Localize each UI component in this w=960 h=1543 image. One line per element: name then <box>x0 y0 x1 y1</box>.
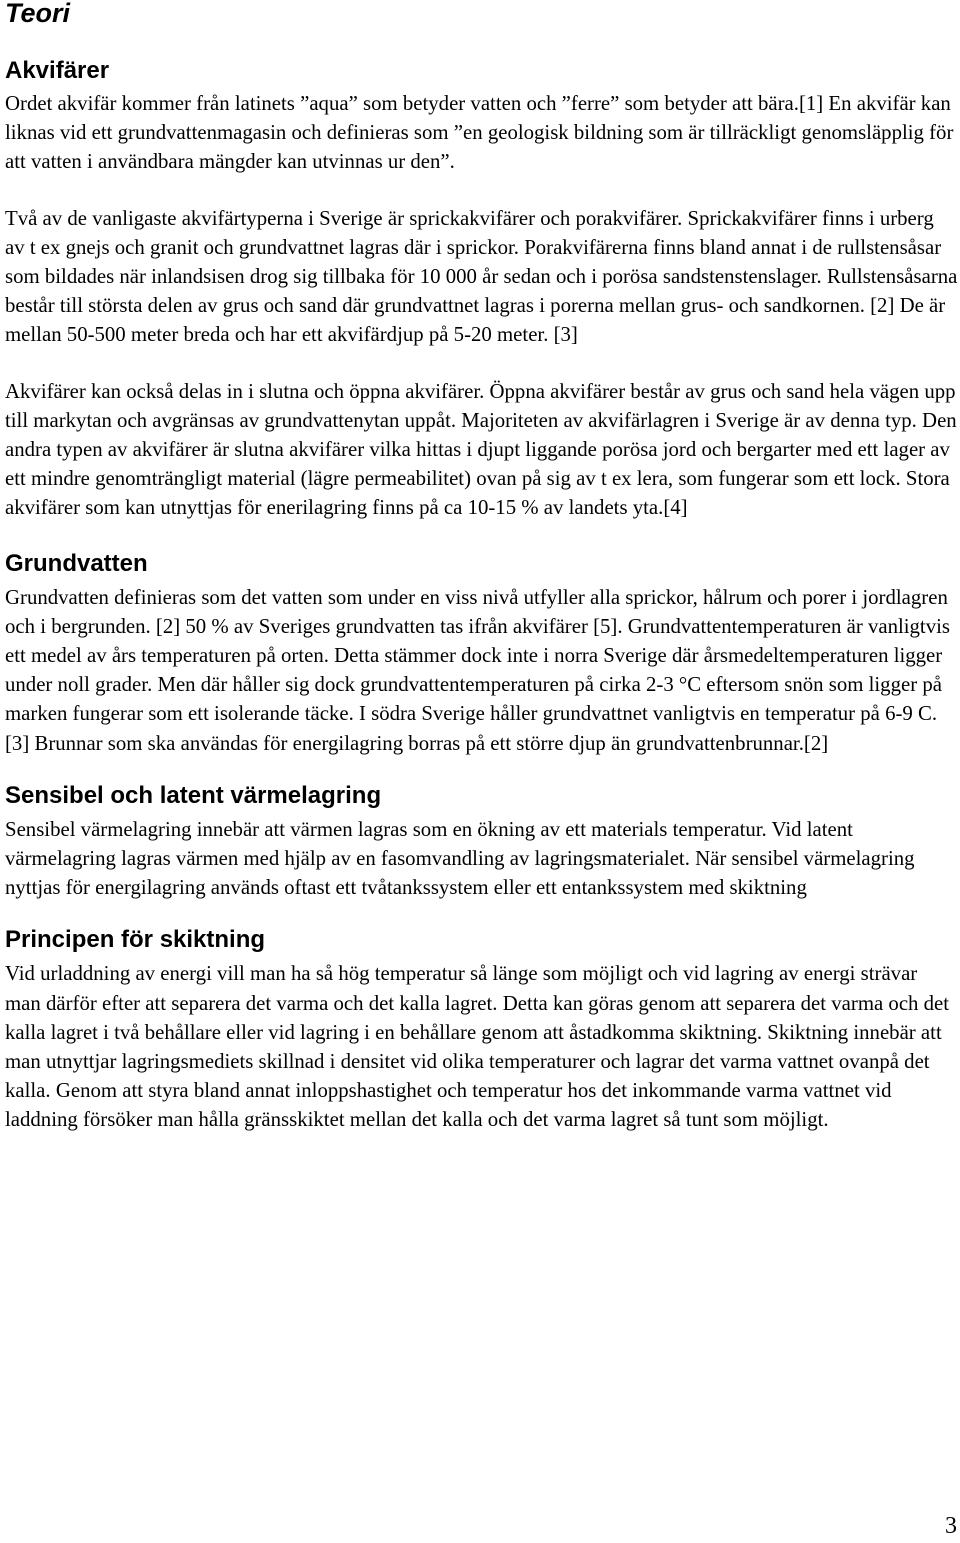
paragraph: Akvifärer kan också delas in i slutna och öppna akvifärer. Öppna akvifärer består av grus och sand hela vägen upp till markytan och avgränsas av grundvattenytan uppåt. Majoriteten av akvifärlagren i Sverige är av denna typ. Den andra typen av akvifärer är slutna akvifärer vilka hittas i djupt liggande porösa jord och bergarter med ett lager av ett mindre genomträngligt material (lägre permeabilitet) ovan på sig av t ex lera, som fungerar som ett lock. Stora akvifärer som kan utnyttjas för enerilagring finns på ca 10-15 % av landets yta.[4] <box>5 379 957 520</box>
section-grundvatten <box>5 547 958 758</box>
paragraph: Sensibel värmelagring innebär att värmen lagras som en ökning av ett materials temperatur. Vid latent värmelagring lagras värmen med hjälp av en fasomvandling av lagringsmaterialet. När sensibel värmelagring nyttjas för energilagring används oftast ett tvåtankssystem eller ett entankssystem med skiktning <box>5 817 915 900</box>
paragraph: Grundvatten definieras som det vatten som under en viss nivå utfyller alla sprickor, hålrum och porer i jordlagren och i bergrunden. [2] 50 % av Sveriges grundvatten tas ifrån akvifärer [5]. Grundvattentemperaturen är vanligtvis ett medel av års temperaturen på orten. Detta stämmer dock inte i norra Sverige där årsmedeltemperaturen ligger under noll grader. Men där håller sig dock grundvattentemperaturen på cirka 2-3 °C eftersom snön som ligger på marken fungerar som ett isolerande täcke. I södra Sverige håller grundvattnet vanligtvis en temperatur på 6-9 C.[3] Brunnar som ska användas för energilagring borras på ett större djup än grundvattenbrunnar.[2] <box>5 585 950 755</box>
page-title: Teori <box>5 0 71 28</box>
paragraph: Två av de vanligaste akvifärtyperna i Sverige är sprickakvifärer och porakvifärer. Sprickakvifärer finns i urberg av t ex gnejs och granit och grundvattnet lagras där i sprickor. Porakvifärerna finns bland annat i de rullstensåsar som bildades när inlandsisen drog sig tillbaka för 10 000 år sedan och i porösa sandstenstenslager. Rullstensåsarna består till största delen av grus och sand där grundvattnet lagras i porerna mellan grus- och sandkornen. [2] De är mellan 50-500 meter breda och har ett akvifärdjup på 5-20 meter. [3] <box>5 206 958 347</box>
section-sensibel-latent <box>5 779 958 903</box>
section-heading: Sensibel och latent värmelagring <box>5 781 382 809</box>
section-akviferer <box>5 54 958 523</box>
section-skiktning <box>5 923 958 1134</box>
section-heading: Grundvatten <box>5 549 148 577</box>
page-number: 3 <box>945 1513 957 1539</box>
paragraph: Ordet akvifär kommer från latinets ”aqua” som betyder vatten och ”ferre” som betyder att bära.[1] En akvifär kan liknas vid ett grundvattenmagasin och definieras som ”en geologisk bildning som är tillräckligt genomsläpplig för att vatten i användbara mängder kan utvinnas ur den”. <box>5 92 954 174</box>
section-heading: Principen för skiktning <box>5 926 266 954</box>
document-body <box>5 54 958 1135</box>
paragraph: Vid urladdning av energi vill man ha så hög temperatur så länge som möjligt och vid lagring av energi strävar man därför efter att separera det varma och det kalla lagret. Detta kan göras genom att separera det varma och det kalla lagret i två behållare eller vid lagring i en behållare genom att åstadkomma skiktning. Skiktning innebär att man utnyttjar lagringsmediets skillnad i densitet vid olika temperaturer och lagrar det varma vattnet ovanpå det kalla. Genom att styra bland annat inloppshastighet och temperatur hos det inkommande varma vattnet vid laddning försöker man hålla gränsskiktet mellan det kalla och det varma lagret så tunt som möjligt. <box>5 962 950 1132</box>
section-heading: Akvifärer <box>5 57 110 84</box>
